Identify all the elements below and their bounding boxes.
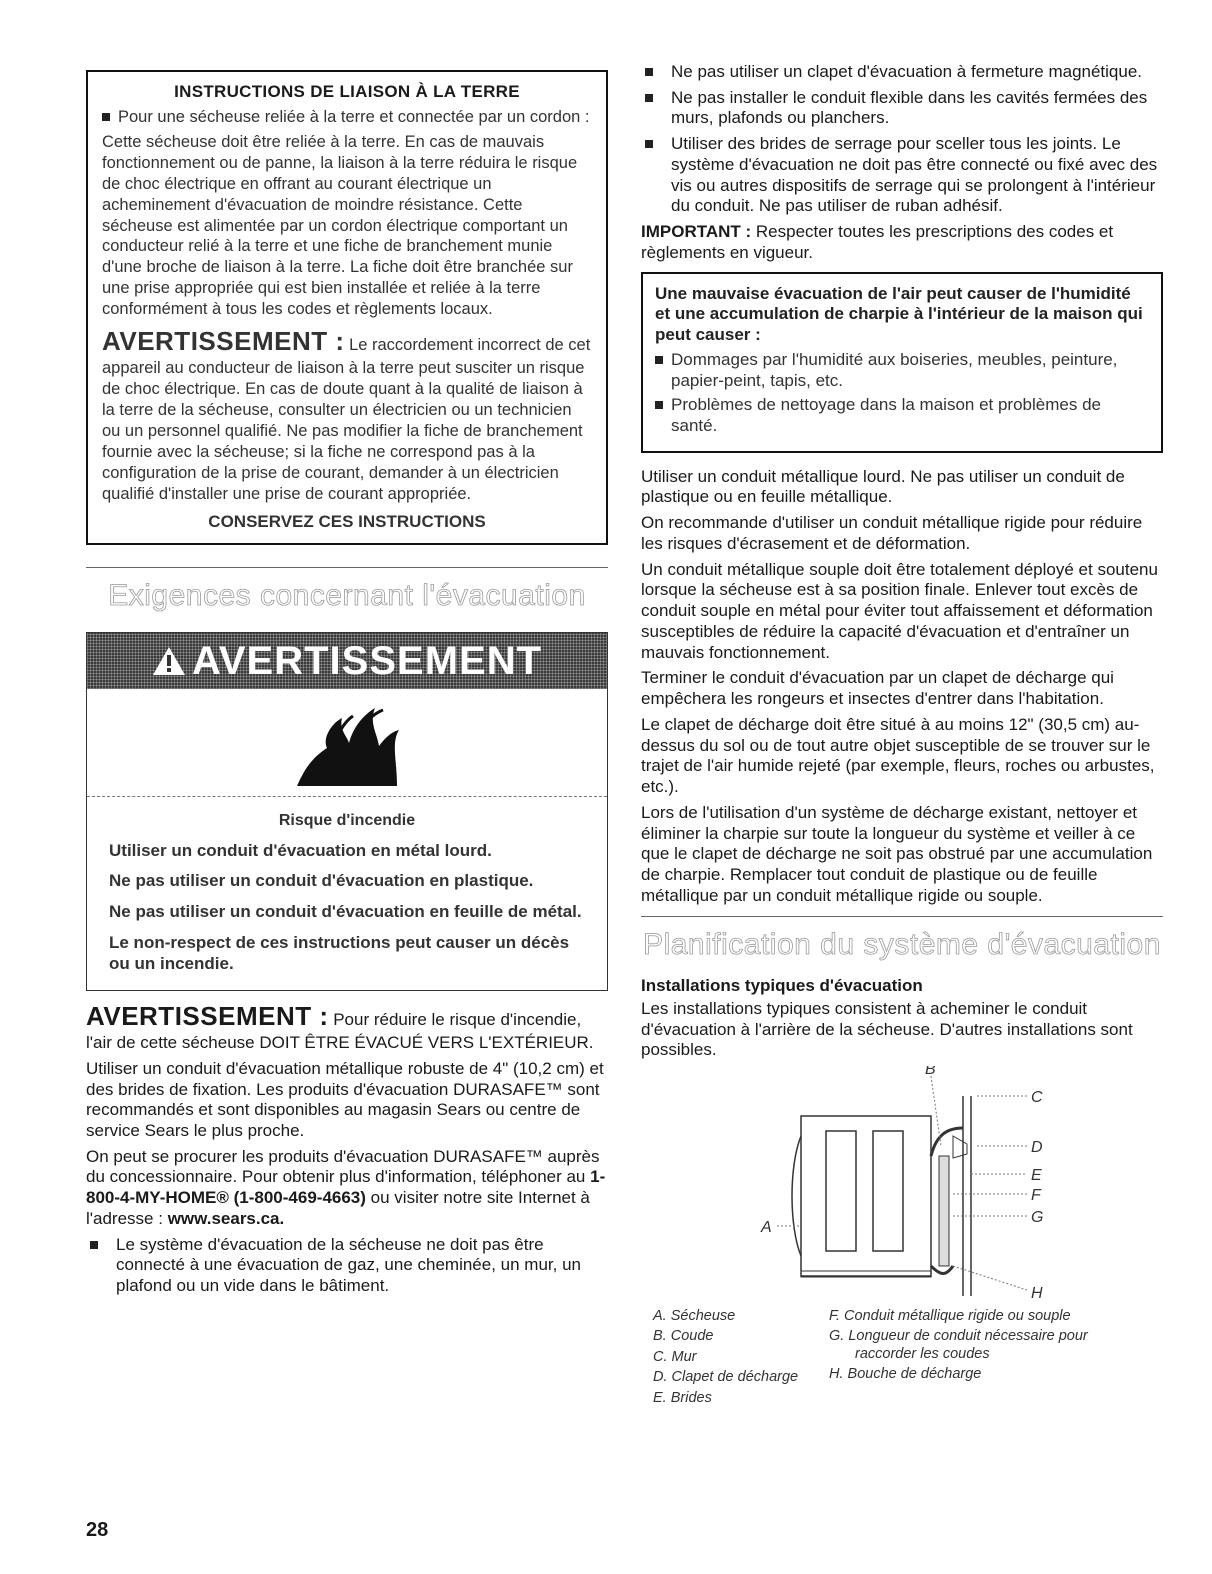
diagram-label-h: H [1031,1284,1043,1302]
website-link[interactable]: www.sears.ca. [167,1208,285,1228]
paragraph: Terminer le conduit d'évacuation par un clapet de décharge qui empêchera les rongeurs et insectes d'entrer dans l'habitation. [641,668,1114,709]
list-item [655,350,1149,391]
list-item-text: Le système d'évacuation de la sécheuse ne doit pas être connecté à une évacuation de gaz, une cheminée, un mur, un plafond ou un vide dans le bâtiment. [116,1234,581,1296]
paragraph: Lors de l'utilisation d'un système de décharge existant, nettoyer et éliminer la charpie sur toute la longueur du système et veiller à ce que le clapet de décharge ne soit pas obstrué par une accumulation de charpie. Remplacer tout conduit de plastique ou de feuille métallique par un conduit métallique rigide ou souple. [641,802,1153,905]
paragraph: Utiliser un conduit métallique lourd. Ne pas utiliser un conduit de plastique ou en feuille métallique. [641,466,1125,507]
exhaust-warning-label: AVERTISSEMENT : [86,1001,329,1032]
legend-item: A. Sécheuse [653,1307,736,1324]
fire-icon [287,698,407,788]
list-item [641,62,1163,83]
conserve-instructions: CONSERVEZ CES INSTRUCTIONS [208,511,486,531]
phone-number: 1-800-4-MY-HOME® (1-800-469-4663) [86,1167,606,1208]
left-bullet-list [86,1235,608,1297]
bullet-icon [90,1241,98,1249]
grounding-bullet [102,107,592,128]
legend-item: D. Clapet de décharge [653,1369,799,1386]
bullet-icon [645,68,653,76]
important-label: IMPORTANT : [641,222,752,242]
section-title-planning: Planification du système d'évacuation [643,928,1161,962]
legend-item: H. Bouche de décharge [829,1366,982,1383]
diagram-label-e: E [1031,1166,1042,1184]
fire-warning-box [86,632,608,991]
diagram-label-b: B [925,1065,936,1078]
warning-line: Utiliser un conduit d'évacuation en métal lourd. [109,840,492,860]
grounding-body: Cette sécheuse doit être reliée à la terre. En cas de mauvais fonctionnement ou de panne, la liaison à la terre réduira le risque de choc électrique en offrant au courant électrique un acheminement d'évacuation de moindre résistance. Cette sécheuse est alimentée par un cordon électrique comportant un conducteur relié à la terre et une fiche de branchement munie d'une broche de liaison à la terre. La fiche doit être branchée sur une prise appropriée qui est bien installée et reliée à la terre conformément à tous les codes et règlements locaux. [102,132,578,319]
list-item [655,395,1149,436]
list-item-text: Problèmes de nettoyage dans la maison et problèmes de santé. [671,395,1101,436]
risk-title: Risque d'incendie [278,812,416,830]
paragraph: Le clapet de décharge doit être situé à au moins 12" (30,5 cm) au-dessus du sol ou de tout autre objet susceptible de se trouver sur le trajet de l'air humide rejeté (par exemple, fleurs, roches ou arbustes, etc.). [641,714,1155,797]
paragraph: Un conduit métallique souple doit être totalement déployé et soutenu lorsque la sécheuse est à sa position finale. Enlever tout excès de conduit souple en métal pour éviter tout affaissement et déformation susceptibles de réduire la capacité d'évacuation et d'entraîner un mauvais fonctionnement. [641,559,1158,662]
paragraph: On recommande d'utiliser un conduit métallique rigide pour réduire les risques d'écrasement et de déformation. [641,513,1143,553]
durasafe-paragraph: Utiliser un conduit d'évacuation métallique robuste de 4" (10,2 cm) et des brides de fixation. Les produits d'évacuation DURASAFE™ sont recommandés et sont disponibles au magasin Sears ou centre de service Sears le plus proche. [86,1058,604,1140]
bullet-icon [655,401,663,409]
moisture-warning-box [641,272,1163,453]
fire-icon-area [87,689,607,797]
right-column [641,62,1163,1410]
exhaust-diagram [641,1066,1163,1306]
bullet-icon [655,356,663,364]
list-item-text: Ne pas utiliser un clapet d'évacuation à fermeture magnétique. [671,62,1143,81]
list-item [641,134,1163,217]
exhaust-diagram-illustration [641,1066,1163,1306]
legend-left [641,1308,829,1410]
section-divider [641,916,1163,917]
bullet-icon [102,113,110,121]
important-note [641,222,1163,263]
warning-body [87,797,607,990]
contact-text-a: On peut se procurer les produits d'évacuation DURASAFE™ auprès du concessionnaire. Pour obtenir plus d'information, téléphoner au [86,1146,600,1187]
grounding-title: INSTRUCTIONS DE LIAISON À LA TERRE [174,82,520,101]
warning-triangle-icon [152,646,186,676]
bullet-icon [645,140,653,148]
list-item [641,88,1163,129]
grounding-warning [102,325,592,505]
diagram-label-g: G [1031,1208,1044,1226]
list-item-text: Dommages par l'humidité aux boiseries, meubles, peinture, papier-peint, tapis, etc. [671,349,1118,390]
legend-item: raccorder les coudes [855,1345,990,1362]
moisture-header: Une mauvaise évacuation de l'air peut causer de l'humidité et une accumulation de charpie à l'intérieur de la maison qui peut causer : [655,283,1143,345]
grounding-warning-text: Le raccordement incorrect de cet appareil au conducteur de liaison à la terre peut susciter un risque de choc électrique. En cas de doute quant à la qualité de liaison à la terre de la sécheuse, consulter un électricien ou un technicien ou un personnel qualifié. Ne pas modifier la fiche de branchement fournie avec la sécheuse; si la fiche ne correspond pas à la configuration de la prise de courant, demander à un électricien qualifié d'installer une prise de courant appropriée. [102,336,591,503]
legend-item: F. Conduit métallique rigide ou souple [829,1307,1071,1324]
warning-line: Le non-respect de ces instructions peut causer un décès ou un incendie. [109,932,570,973]
legend-item: G. Longueur de conduit nécessaire pour [829,1328,1088,1345]
important-text: Respecter toutes les prescriptions des codes et règlements en vigueur. [641,222,1114,262]
warning-line: Ne pas utiliser un conduit d'évacuation en feuille de métal. [109,902,582,922]
installations-heading: Installations typiques d'évacuation [641,976,923,996]
section-title-exhaust: Exigences concernant l'évacuation [108,578,586,612]
right-bullet-list [641,62,1163,217]
list-item-text: Ne pas installer le conduit flexible dans les cavités fermées des murs, plafonds ou planchers. [671,87,1148,128]
warning-banner-text: AVERTISSEMENT [191,638,543,683]
exhaust-warning-text: Pour réduire le risque d'incendie, l'air de cette sécheuse DOIT ÊTRE ÉVACUÉ VERS L'EXTÉRIEUR. [86,1010,594,1053]
contact-text-b: ou visiter notre site Internet à l'adresse : [86,1188,590,1228]
warning-banner [87,633,607,689]
diagram-label-a: A [761,1218,772,1236]
diagram-label-d: D [1031,1138,1043,1156]
grounding-warning-label: AVERTISSEMENT : [102,326,345,357]
section-divider [86,567,608,568]
legend-item: E. Brides [653,1389,712,1406]
legend-item: B. Coude [653,1328,714,1345]
installations-text: Les installations typiques consistent à acheminer le conduit d'évacuation à l'arrière de la sécheuse. D'autres installations sont possibles. [641,998,1133,1060]
left-column [86,70,608,1302]
bullet-icon [645,94,653,102]
list-item [86,1235,608,1297]
diagram-legend [641,1308,1163,1410]
diagram-label-f: F [1031,1186,1041,1204]
list-item-text: Utiliser des brides de serrage pour sceller tous les joints. Le système d'évacuation ne doit pas être connecté ou fixé avec des vis ou autres dispositifs de serrage qui se prolongent à l'intérieur du conduit. Ne pas utiliser de ruban adhésif. [671,134,1158,216]
contact-paragraph [86,1147,608,1230]
page-number: 28 [86,1519,109,1541]
legend-right [829,1308,1163,1410]
warning-line: Ne pas utiliser un conduit d'évacuation en plastique. [109,871,534,891]
diagram-label-c: C [1031,1088,1043,1106]
exterior-exhaust-warning [86,1001,608,1053]
legend-item: C. Mur [653,1348,697,1365]
grounding-bullet-text: Pour une sécheuse reliée à la terre et connectée par un cordon : [118,107,590,126]
grounding-instructions-box [86,70,608,545]
